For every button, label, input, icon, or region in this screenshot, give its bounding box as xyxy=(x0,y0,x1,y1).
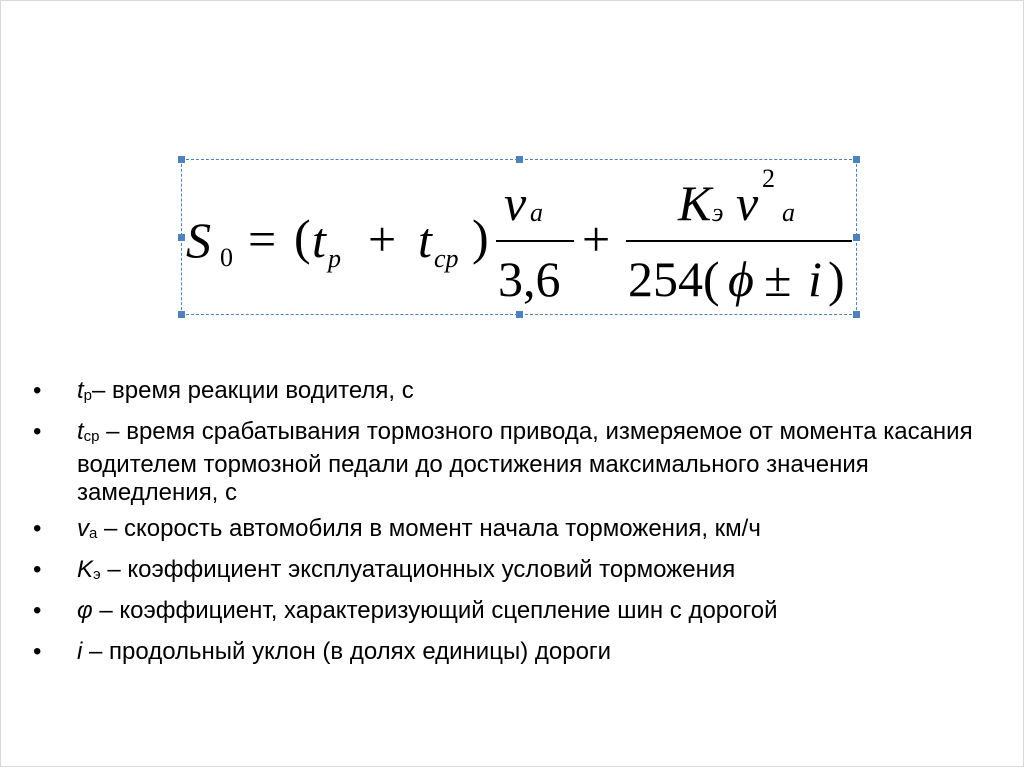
definitions-list xyxy=(33,377,993,679)
symbol-sub: р xyxy=(83,387,93,404)
list-item xyxy=(33,597,993,630)
fraction2-denominator-pm: ± xyxy=(764,251,792,307)
fraction1-numerator: v xyxy=(504,175,527,231)
symbol: φ xyxy=(77,597,93,624)
fraction2-numerator-v: v xyxy=(736,175,759,231)
bullet: • xyxy=(33,556,42,583)
formula-lparen: ( xyxy=(294,209,311,265)
definition-text: – скорость автомобиля в момент начала торможения, км/ч xyxy=(97,515,761,542)
symbol: K xyxy=(77,556,94,583)
definition-text: – коэффициент, характеризующий сцепление шин с дорогой xyxy=(92,597,778,624)
fraction2-numerator-sup: 2 xyxy=(762,164,775,193)
formula-t2-sub: cp xyxy=(434,244,459,273)
fraction2-numerator-sub: a xyxy=(782,198,795,227)
symbol: v xyxy=(77,515,89,542)
list-item xyxy=(33,418,993,507)
formula-t1-sub: p xyxy=(328,244,341,273)
formula-t2: t xyxy=(418,212,432,268)
bullet: • xyxy=(33,377,42,404)
formula-lhs: S xyxy=(186,212,211,268)
symbol: i xyxy=(77,638,83,665)
fraction1-bar xyxy=(496,240,574,242)
list-item xyxy=(33,556,993,589)
definition-text: – продольный уклон (в долях единицы) дороги xyxy=(82,638,612,665)
fraction1-numerator-sub: a xyxy=(530,198,543,227)
fraction2-denominator-number: 254( xyxy=(628,251,720,307)
formula-t1: t xyxy=(312,212,326,268)
list-item xyxy=(33,638,993,671)
formula-equals: = xyxy=(248,211,277,267)
list-item xyxy=(33,377,993,410)
symbol-sub: э xyxy=(93,566,101,583)
bullet: • xyxy=(33,638,42,665)
formula-rparen: ) xyxy=(472,209,489,265)
definition-text: – время реакции водителя, с xyxy=(92,377,414,404)
symbol-sub: ср xyxy=(83,428,100,445)
bullet: • xyxy=(33,597,42,624)
fraction2-numerator-k: K xyxy=(678,175,712,231)
fraction2-denominator-i: i xyxy=(808,251,822,307)
formula-plus1: + xyxy=(368,211,397,267)
fraction2-numerator-k-sub: э xyxy=(712,198,724,227)
bullet: • xyxy=(33,418,42,445)
symbol-sub: а xyxy=(89,525,98,542)
fraction2-denominator-close: ) xyxy=(828,251,845,307)
symbol: t xyxy=(77,377,84,404)
fraction2-bar xyxy=(626,240,852,242)
definition-text: – коэффициент эксплуатационных условий торможения xyxy=(100,556,736,583)
list-item xyxy=(33,515,993,548)
bullet: • xyxy=(33,515,42,542)
formula-plus2: + xyxy=(582,211,611,267)
fraction2-denominator-phi: ϕ xyxy=(728,251,754,307)
fraction1-denominator: 3,6 xyxy=(498,251,561,307)
definition-text: – время срабатывания тормозного привода, измеряемое от момента касания водителем тормозной педали до достижения максимального значения замедления, с xyxy=(77,418,973,506)
symbol: t xyxy=(77,418,84,445)
braking-distance-formula xyxy=(182,160,856,314)
formula-object[interactable] xyxy=(181,159,857,315)
formula-lhs-sub: 0 xyxy=(220,243,233,272)
